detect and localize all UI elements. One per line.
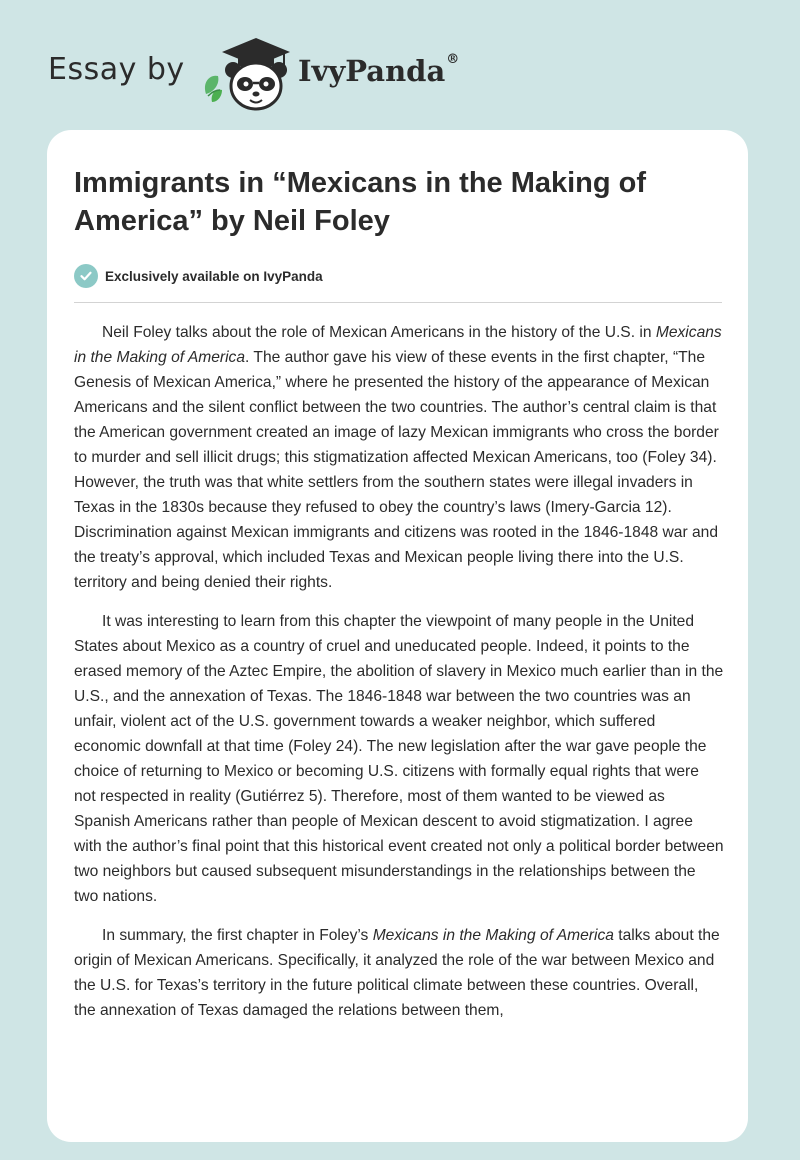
book-title-text: Mexicans in the Making of America xyxy=(74,324,722,366)
essay-paragraph xyxy=(74,320,724,595)
essay-card xyxy=(47,130,748,1142)
exclusive-badge xyxy=(74,263,323,289)
check-icon xyxy=(74,264,98,288)
essay-title: Immigrants in “Mexicans in the Making of America” by Neil Foley xyxy=(74,167,647,237)
brand-name-text: IvyPanda xyxy=(298,54,446,88)
brand-name[interactable] xyxy=(298,54,459,88)
essay-by-label: Essay by xyxy=(48,52,185,87)
paragraph-text: It was interesting to learn from this chapter the viewpoint of many people in the United States about Mexico as a country of cruel and uneducated people. Indeed, it points to the erased memory of the Aztec Empire, the abolition of slavery in Mexico much earlier than in the U.S., and the annexation of Texas. The 1846-1848 war between the two countries was an unfair, violent act of the U.S. government towards a weaker neighbor, which suffered economic downfall at that time (Foley 24). The new legislation after the war gave people the choice of returning to Mexico or becoming U.S. citizens with formally equal rights that were not respected in reality (Gutiérrez 5). Therefore, most of them wanted to be viewed as Spanish Americans rather than people of Mexican descent to avoid stigmatization. I agree with the author’s final point that this historical event created not only a political border between two neighbors but caused subsequent misunderstandings in the relationships between the two nations. xyxy=(74,613,724,905)
book-title-text: Mexicans in the Making of America xyxy=(372,927,614,944)
exclusive-badge-label: Exclusively available on IvyPanda xyxy=(105,268,323,284)
paragraph-text: talks about the origin of Mexican Americans. Specifically, it analyzed the role of the war between Mexico and the U.S. for Texas’s territory in the future political climate between these countries. Overall, the annexation of Texas damaged the relations between them, xyxy=(74,927,720,1019)
paragraph-text: In summary, the first chapter in Foley’s xyxy=(102,927,373,944)
essay-paragraph xyxy=(74,609,724,909)
divider xyxy=(74,302,722,303)
registered-mark: ® xyxy=(446,52,460,67)
essay-paragraph xyxy=(74,923,724,1023)
paragraph-text: Neil Foley talks about the role of Mexican Americans in the history of the U.S. in xyxy=(102,324,656,341)
essay-body xyxy=(74,320,724,1037)
panda-logo-icon[interactable] xyxy=(200,34,292,112)
site-header xyxy=(48,30,548,110)
paragraph-text: . The author gave his view of these events in the first chapter, “The Genesis of Mexican America,” where he presented the history of the appearance of Mexican Americans and the silent conflict between the two countries. The author’s central claim is that the American government created an image of lazy Mexican immigrants who cross the border to murder and sell illicit drugs; this stigmatization affected Mexican Americans, too (Foley 34). However, the truth was that white settlers from the southern states were illegal invaders in Texas in the 1830s because they refused to obey the country’s laws (Imery-Garcia 12). Discrimination against Mexican immigrants and citizens was rooted in the 1846-1848 war and the treaty’s approval, which included Texas and Mexican people living there into the U.S. territory and being denied their rights. xyxy=(74,349,719,591)
